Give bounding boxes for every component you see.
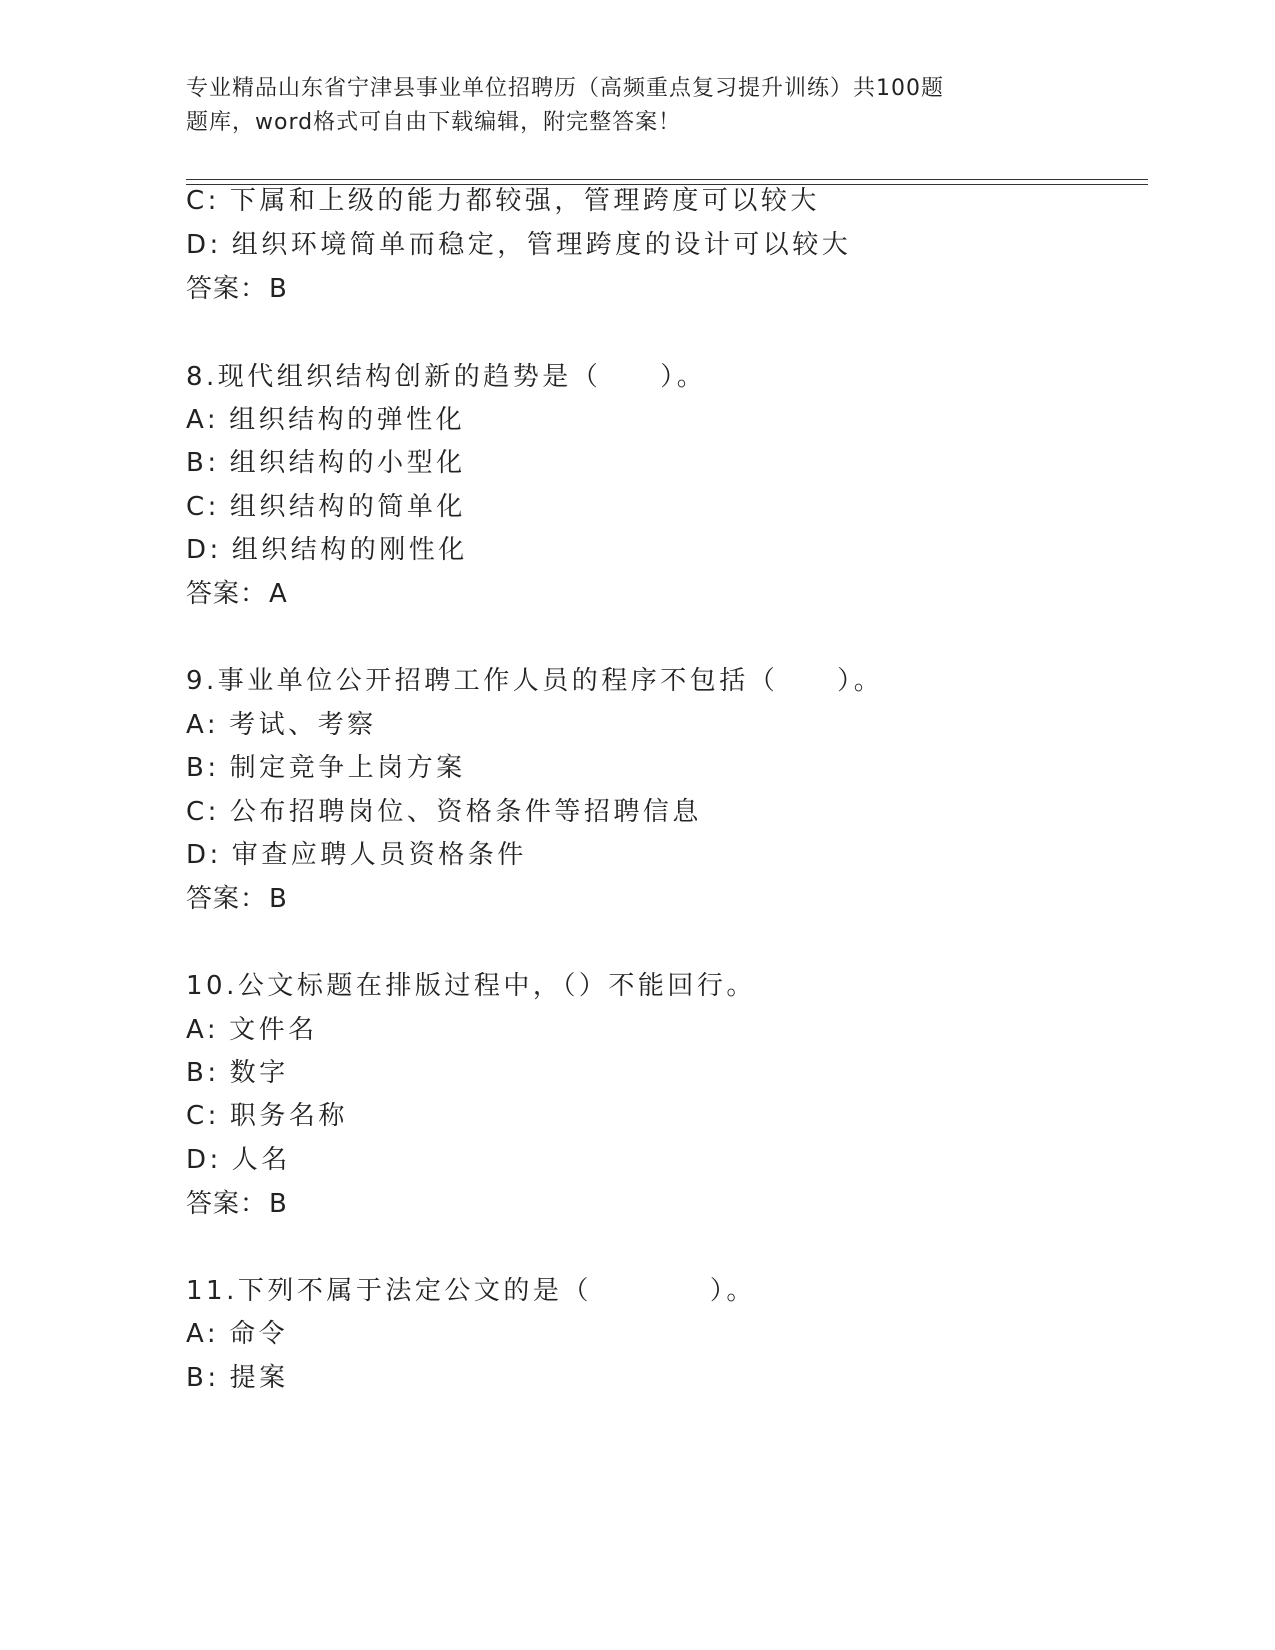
- option-line: [186, 403, 465, 437]
- option-text: 人名: [231, 1145, 291, 1175]
- option-letter: B:: [186, 1058, 220, 1088]
- answer-label: 答案：: [186, 274, 268, 304]
- question-stem: 8.现代组织结构创新的趋势是（ ）。: [186, 362, 707, 392]
- option-text: 下属和上级的能力都较强，管理跨度可以较大: [229, 186, 820, 216]
- option-text: 提案: [229, 1363, 289, 1393]
- answer-line: [186, 577, 288, 611]
- header-title-line-2: 题库，word格式可自由下载编辑，附完整答案！: [186, 110, 682, 135]
- option-text: 审查应聘人员资格条件: [231, 840, 527, 870]
- option-text: 组织结构的小型化: [229, 448, 466, 478]
- option-text: 考试、考察: [229, 710, 377, 740]
- question-stem: 10.公文标题在排版过程中，（）不能回行。: [186, 971, 756, 1001]
- answer-line: [186, 882, 288, 916]
- option-text: 职务名称: [229, 1101, 348, 1131]
- answer-label: 答案：: [186, 884, 268, 914]
- option-text: 组织环境简单而稳定，管理跨度的设计可以较大: [231, 230, 852, 260]
- option-line: [186, 795, 702, 829]
- answer-label: 答案：: [186, 579, 268, 609]
- option-text: 数字: [229, 1058, 289, 1088]
- option-letter: C:: [186, 1101, 220, 1131]
- option-letter: B:: [186, 753, 220, 783]
- question-stem: 11.下列不属于法定公文的是（ ）。: [186, 1276, 756, 1306]
- option-letter: D:: [186, 535, 222, 565]
- question-stem: 9.事业单位公开招聘工作人员的程序不包括（ ）。: [186, 666, 884, 696]
- option-letter: B:: [186, 1363, 220, 1393]
- option-text: 文件名: [229, 1015, 318, 1045]
- option-line: [186, 1317, 288, 1351]
- answer-label: 答案：: [186, 1189, 268, 1219]
- option-letter: C:: [186, 186, 220, 216]
- option-line: [186, 1361, 289, 1395]
- option-text: 组织结构的简单化: [229, 492, 466, 522]
- option-text: 制定竞争上岗方案: [229, 753, 466, 783]
- answer-value: B: [269, 1189, 288, 1219]
- answer-value: A: [269, 579, 288, 609]
- answer-line: [186, 1187, 288, 1221]
- header-title-line-1: 专业精品山东省宁津县事业单位招聘历（高频重点复习提升训练）共100题: [186, 76, 944, 101]
- option-letter: A:: [186, 1319, 220, 1349]
- option-line: [186, 751, 466, 785]
- option-line: [186, 1056, 289, 1090]
- option-line: [186, 1013, 318, 1047]
- option-text: 组织结构的刚性化: [231, 535, 468, 565]
- option-line: [186, 446, 466, 480]
- option-letter: D:: [186, 230, 222, 260]
- option-letter: D:: [186, 1145, 222, 1175]
- option-line: [186, 490, 466, 524]
- option-line: [186, 1099, 348, 1133]
- option-line: [186, 228, 851, 262]
- option-text: 公布招聘岗位、资格条件等招聘信息: [229, 797, 702, 827]
- option-line: [186, 533, 468, 567]
- option-line: [186, 1143, 291, 1177]
- option-text: 组织结构的弹性化: [229, 405, 466, 435]
- answer-value: B: [269, 274, 288, 304]
- option-letter: A:: [186, 710, 220, 740]
- answer-value: B: [269, 884, 288, 914]
- document-header: [186, 72, 1066, 140]
- option-letter: A:: [186, 1015, 220, 1045]
- option-letter: C:: [186, 797, 220, 827]
- header-divider-top: [186, 179, 1148, 180]
- option-line: [186, 708, 377, 742]
- option-line: [186, 838, 527, 872]
- option-letter: C:: [186, 492, 220, 522]
- option-text: 命令: [229, 1319, 289, 1349]
- option-letter: B:: [186, 448, 220, 478]
- answer-line: [186, 272, 288, 306]
- option-letter: A:: [186, 405, 220, 435]
- option-letter: D:: [186, 840, 222, 870]
- option-line: [186, 184, 820, 218]
